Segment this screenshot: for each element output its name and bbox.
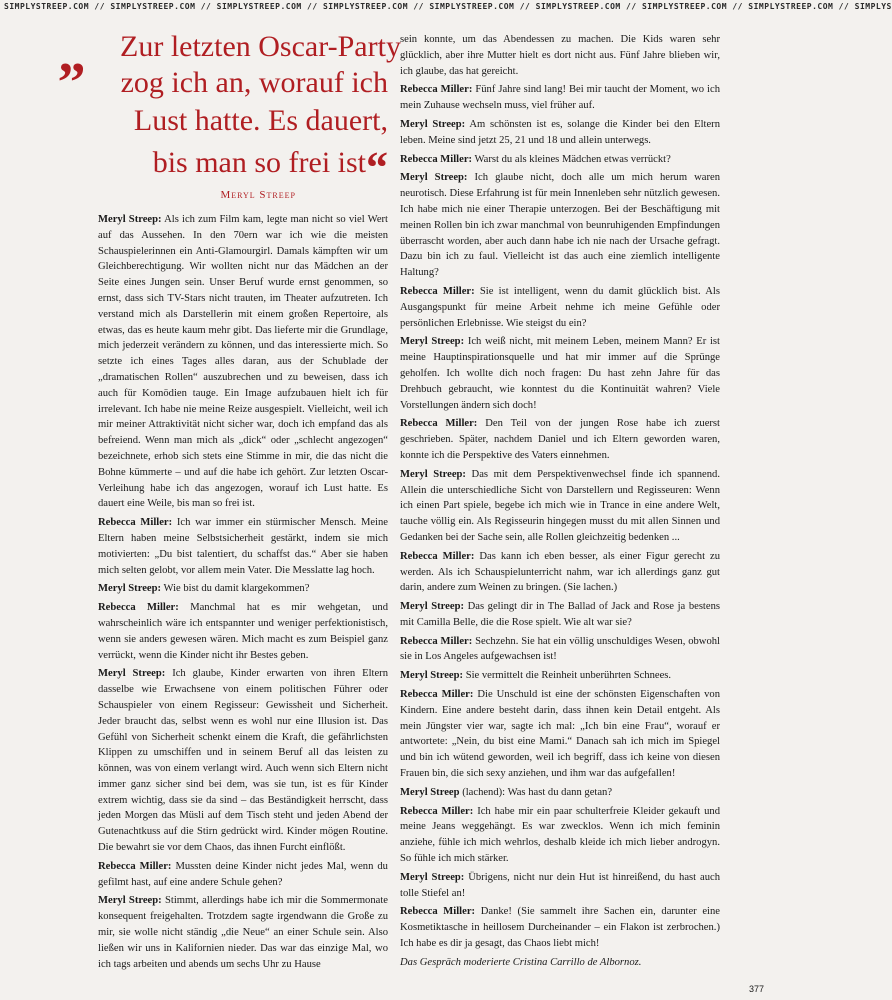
interview-paragraph	[400, 284, 720, 331]
pull-quote	[58, 23, 401, 208]
paragraph-text: Manchmal hat es mir wehgetan, und wahrscheinlich wäre ich entspannter und weniger perfektionistisch, wenn sie anders gewesen wären. Mich macht es zum Beispiel ganz verrückt, wenn die Kinder nicht ihr Bestes geben.	[98, 602, 389, 661]
speaker-name: Meryl Streep:	[98, 583, 162, 595]
speaker-name: Meryl Streep:	[400, 871, 465, 883]
paragraph-text: Ich war immer ein stürmischer Mensch. Meine Eltern haben meine Selbstsicherheit gestärkt, indem sie mich motivierten: „Du bist talentiert, du schaffst das.“ Aber sie haben mich selten gelobt, vor allem mein Vater. Die Messlatte lag hoch.	[98, 517, 389, 576]
speaker-name: Meryl Streep:	[98, 895, 162, 907]
speaker-name: Rebecca Miller:	[98, 860, 172, 872]
closing-quote-mark: “	[366, 143, 388, 192]
pull-quote-line-2: zog ich an, worauf ich	[120, 66, 388, 99]
interview-paragraph	[400, 467, 720, 546]
paragraph-text: Das gelingt dir in The Ballad of Jack and Rose ja bestens mit Camilla Belle, die die Rose spielt. Wie alt war sie?	[400, 601, 721, 628]
pull-quote-line-3: Lust hatte. Es dauert,	[133, 104, 388, 137]
paragraph-text: Am schönsten ist es, solange die Kinder bei den Eltern leben. Meine sind jetzt 25, 21 und 18 und allein unterwegs.	[400, 118, 720, 146]
interview-paragraph	[98, 859, 388, 891]
paragraph-text: Übrigens, nicht nur dein Hut ist hinreißend, du hast auch tolle Stiefel an!	[400, 871, 720, 899]
interview-paragraph	[400, 334, 720, 413]
right-body-text	[400, 32, 720, 971]
pull-quote-line-4	[152, 143, 388, 192]
paragraph-text: Ich glaube, Kinder erwarten von ihren Eltern dasselbe wie Erwachsene von einem politischen Führer oder Schauspieler von einem Regisseur: Gewissheit und Sicherheit. Jeder braucht das, selbst wenn es wohl nur eine Illusion ist. Das Gefühl von Sicherheit schenkt einem die Kraft, die gefährlichsten Klippen zu umschiffen und in seinem Beruf all das leisten zu können, was von einem verlangt wird. Auch wenn sich Eltern nicht immer ganz sicher sind bei dem, was sie tun, ist es für Kinder extrem wichtig, dass sie da sind – das Beständigkeit herrscht, dass jeden Morgen das Müsli auf dem Tisch steht und jeden Abend der Gutenachtkuss auf die Stirn gedrückt wird. Kinder mögen Routine. Die bewahrt sie vor dem Chaos, das ihnen Furcht einflößt.	[98, 668, 388, 854]
interview-paragraph	[98, 893, 388, 972]
speaker-name: Rebecca Miller:	[400, 285, 475, 297]
watermark-strip: SIMPLYSTREEP.COM // SIMPLYSTREEP.COM // SIMPLYSTREEP.COM // SIMPLYSTREEP.COM // SIMPLYSTREEP.COM // SIMPLYSTREEP.COM // SIMPLYSTREEP.COM // SIMPLYSTREEP.COM // SIMPLYS	[4, 2, 892, 11]
pull-quote-line-4-text: bis man so frei ist	[152, 146, 366, 179]
opening-quote-mark: „	[58, 23, 86, 85]
speaker-name: Rebecca Miller:	[400, 153, 473, 165]
speaker-name: Meryl Streep:	[400, 601, 464, 613]
speaker-name: Rebecca Miller:	[98, 517, 173, 529]
speaker-name: Meryl Streep	[400, 786, 460, 798]
page-number: 377	[748, 984, 764, 994]
interview-paragraph	[400, 549, 720, 596]
speaker-name: Meryl Streep:	[400, 118, 466, 130]
paragraph-text: Sie ist intelligent, wenn du damit glücklich bist. Als Ausgangspunkt für meine Arbeit nehme ich meine Gefühle oder persönlichen Erlebnisse. Wie steigst du ein?	[400, 285, 720, 329]
interview-paragraph	[400, 170, 720, 281]
speaker-name: Meryl Streep:	[98, 214, 162, 225]
interview-paragraph	[400, 416, 720, 463]
interview-paragraph	[98, 515, 388, 578]
paragraph-text: Warst du als kleines Mädchen etwas verrückt?	[474, 153, 671, 165]
interview-paragraph	[400, 634, 720, 666]
pull-quote-line-1: Zur letzten Oscar-Party	[120, 30, 401, 63]
interview-paragraph	[98, 600, 388, 663]
paragraph-text: Ich weiß nicht, mit meinem Leben, meinem Mann? Er ist meine Hauptinspirationsquelle und hat mir immer auf die Sprünge geholfen. Ich wollte dich noch fragen: Du hast zehn Jahre für das Drehbuch gebraucht, wie konntest du die Kontinuität wahren? Viele Vorstellungen ändern sich doch!	[400, 336, 720, 411]
speaker-name: Meryl Streep:	[400, 670, 464, 682]
paragraph-text: Danke! (Sie sammelt ihre Sachen ein, darunter eine Kosmetiktasche in heillosem Durcheinander – ein Flakon ist zerbrochen.) Ich habe es dir ja gesagt, das Chaos liebt mich!	[400, 906, 720, 950]
interview-paragraph	[400, 82, 720, 114]
interview-paragraph	[98, 581, 388, 597]
paragraph-text: Ich habe mir ein paar schulterfreie Kleider gekauft und meine Jeans weggehängt. Es war zwecklos. Wenn ich mich feminin anziehe, fühle ich mich wehrlos, deshalb kleide ich mich lieber androgyn. So fühle ich mich stärker.	[400, 805, 720, 865]
speaker-name: Rebecca Miller:	[400, 84, 473, 96]
paragraph-text: Das mit dem Perspektivenwechsel finde ich spannend. Allein die unterschiedliche Sicht von Darstellern und Regisseuren: Wenn ich einen Part spiele, begebe ich mich wie in Trance in eine andere Welt, tauche völlig ein. Als Regisseurin hingegen musst du mit allen Sinnen und Gedanken bei der Sache sein, alle Rollen gleichzeitig bedenken ...	[400, 468, 720, 543]
paragraph-text: sein konnte, um das Abendessen zu machen. Die Kids waren sehr glücklich, aber ihre Mutter hielt es dort nicht aus. Fünf Jahre blieben wir, ich glaube, das hat gereicht.	[400, 34, 720, 77]
paragraph-text: Ich glaube nicht, doch alle um mich herum waren neurotisch. Diese Erfahrung ist für mein Innenleben sehr nützlich gewesen. Ich habe mich nie einer Therapie unterzogen. Bei der Beschäftigung mit meinen Rollen bin ich zwar manchmal von beunruhigenden Empfindungen überrascht worden, aber auch dann habe ich nie nach der Ursache gefragt. Dazu bin ich zu faul. Vielleicht ist das auch eine ziemlich intelligente Haltung?	[400, 172, 720, 279]
interview-paragraph	[400, 32, 720, 79]
paragraph-text: Als ich zum Film kam, legte man nicht so viel Wert auf das Aussehen. In den 70ern war ich wie die meisten Schauspielerinnen ein Anti-Glamourgirl. Damals kämpften wir um Gleichberechtigung. Wir wollten nicht nur das Mädchen an der Seite eines Jungen sein. Unser Beruf wurde ernst genommen, so ernst, dass sich TV-Stars nicht trauten, im Theater aufzutreten. Ich verstand mich als Darstellerin mit einem großen Repertoire, als etwas, das es heute kaum mehr gibt. Das lieferte mir die Grundlage, mich jederzeit verändern zu können, und das interessierte mich. So setzte ich eines Tages alles daran, aus der Schublade der „dramatischen Rollen“ auszubrechen und zu beweisen, dass ich auch für Komödien tauge. Ein Image aufzubauen hielt ich für irrelevant. Ich habe nie meine Reize ausgespielt. Vielleicht, weil ich mir meiner Attraktivität nicht sicher war, doch ich empfand das als befreiend. Wenn man mich als „dick“ oder „schlecht angezogen“ bezeichnete, erhob sich stets eine Stimme in mir, die das nicht die Bohne kümmerte – und auf die habe ich gehört. Zur letzten Oscar-Verleihung habe ich das angezogen, worauf ich Lust hatte. Es dauert eine Weile, bis man so frei ist.	[98, 214, 388, 510]
interview-paragraph	[400, 152, 720, 168]
interview-paragraph	[400, 599, 720, 631]
paragraph-text: (lachend): Was hast du dann getan?	[462, 786, 613, 798]
pull-quote-author: Meryl Streep	[220, 189, 296, 201]
speaker-name: Rebecca Miller:	[400, 635, 473, 647]
paragraph-text: Wie bist du damit klargekommen?	[163, 583, 310, 595]
interview-paragraph	[400, 117, 720, 149]
paragraph-text: Stimmt, allerdings habe ich mir die Sommermonate konsequent freigehalten. Trotzdem sagte irgendwann die Große zu mir, sie wolle nicht ständig „die Neue“ an einer Schule sein. Also ließen wir uns in Kalifornien nieder. Das war das einzige Mal, wo ich tags arbeiten und abends um sechs Uhr zu Hause	[98, 895, 388, 970]
speaker-name: Rebecca Miller:	[400, 689, 474, 701]
left-body-text	[98, 212, 388, 972]
paragraph-text: Das Gespräch moderierte Cristina Carrillo de Albornoz.	[400, 956, 642, 968]
paragraph-text: Die Unschuld ist eine der schönsten Eigenschaften von Kindern. Eine andere besteht darin, dass ihnen kein Detail entgeht. Als mein Jüngster vier war, sagte ich mal: „Ich bin eine Frau“, worauf er antwortete: „Nein, du bist eine Mami.“ Danach sah ich mich im Spiegel und bin ich wütend geworden, weil ich begriff, dass ich keine von diesen Frauen bin, die sich sexy anziehen, und ihm war das aufgefallen!	[400, 689, 720, 780]
interview-paragraph	[400, 804, 720, 867]
speaker-name: Meryl Streep:	[98, 668, 166, 680]
paragraph-text: Mussten deine Kinder nicht jedes Mal, wenn du gefilmt hast, auf eine andere Schule gehen?	[98, 860, 388, 888]
paragraph-text: Sechzehn. Sie hat ein völlig unschuldiges Wesen, obwohl sie in Los Angeles aufgewachsen ist!	[400, 635, 720, 663]
right-column	[400, 32, 720, 974]
speaker-name: Rebecca Miller:	[400, 906, 476, 918]
speaker-name: Rebecca Miller:	[400, 805, 474, 817]
paragraph-text: Den Teil von der jungen Rose habe ich zuerst geschrieben. Später, nachdem Daniel und ich Eltern geworden waren, konnte ich die Perspektive des Vaters einnehmen.	[400, 418, 720, 461]
interview-paragraph	[400, 687, 720, 782]
speaker-name: Meryl Streep:	[400, 172, 468, 184]
speaker-name: Rebecca Miller:	[98, 602, 179, 614]
interview-paragraph	[400, 955, 720, 971]
interview-paragraph	[98, 666, 388, 856]
paragraph-text: Fünf Jahre sind lang! Bei mir taucht der Moment, wo ich mein Zuhause wechseln muss, viel früher auf.	[400, 84, 721, 112]
interview-paragraph	[400, 870, 720, 902]
interview-paragraph	[400, 904, 720, 951]
interview-paragraph	[400, 668, 720, 684]
speaker-name: Rebecca Miller:	[400, 418, 478, 430]
interview-paragraph	[98, 212, 388, 512]
left-column	[58, 23, 401, 975]
speaker-name: Meryl Streep:	[400, 336, 465, 348]
speaker-name: Meryl Streep:	[400, 468, 466, 480]
paragraph-text: Das kann ich eben besser, als einer Figur gerecht zu werden. Als ich Schauspielunterricht nahm, war ich allerdings ganz gut darin, andere zum Weinen zu bringen. (Sie lachen.)	[400, 550, 720, 594]
speaker-name: Rebecca Miller:	[400, 550, 475, 562]
interview-paragraph	[400, 785, 720, 801]
paragraph-text: Sie vermittelt die Reinheit unberührten Schnees.	[465, 670, 672, 682]
